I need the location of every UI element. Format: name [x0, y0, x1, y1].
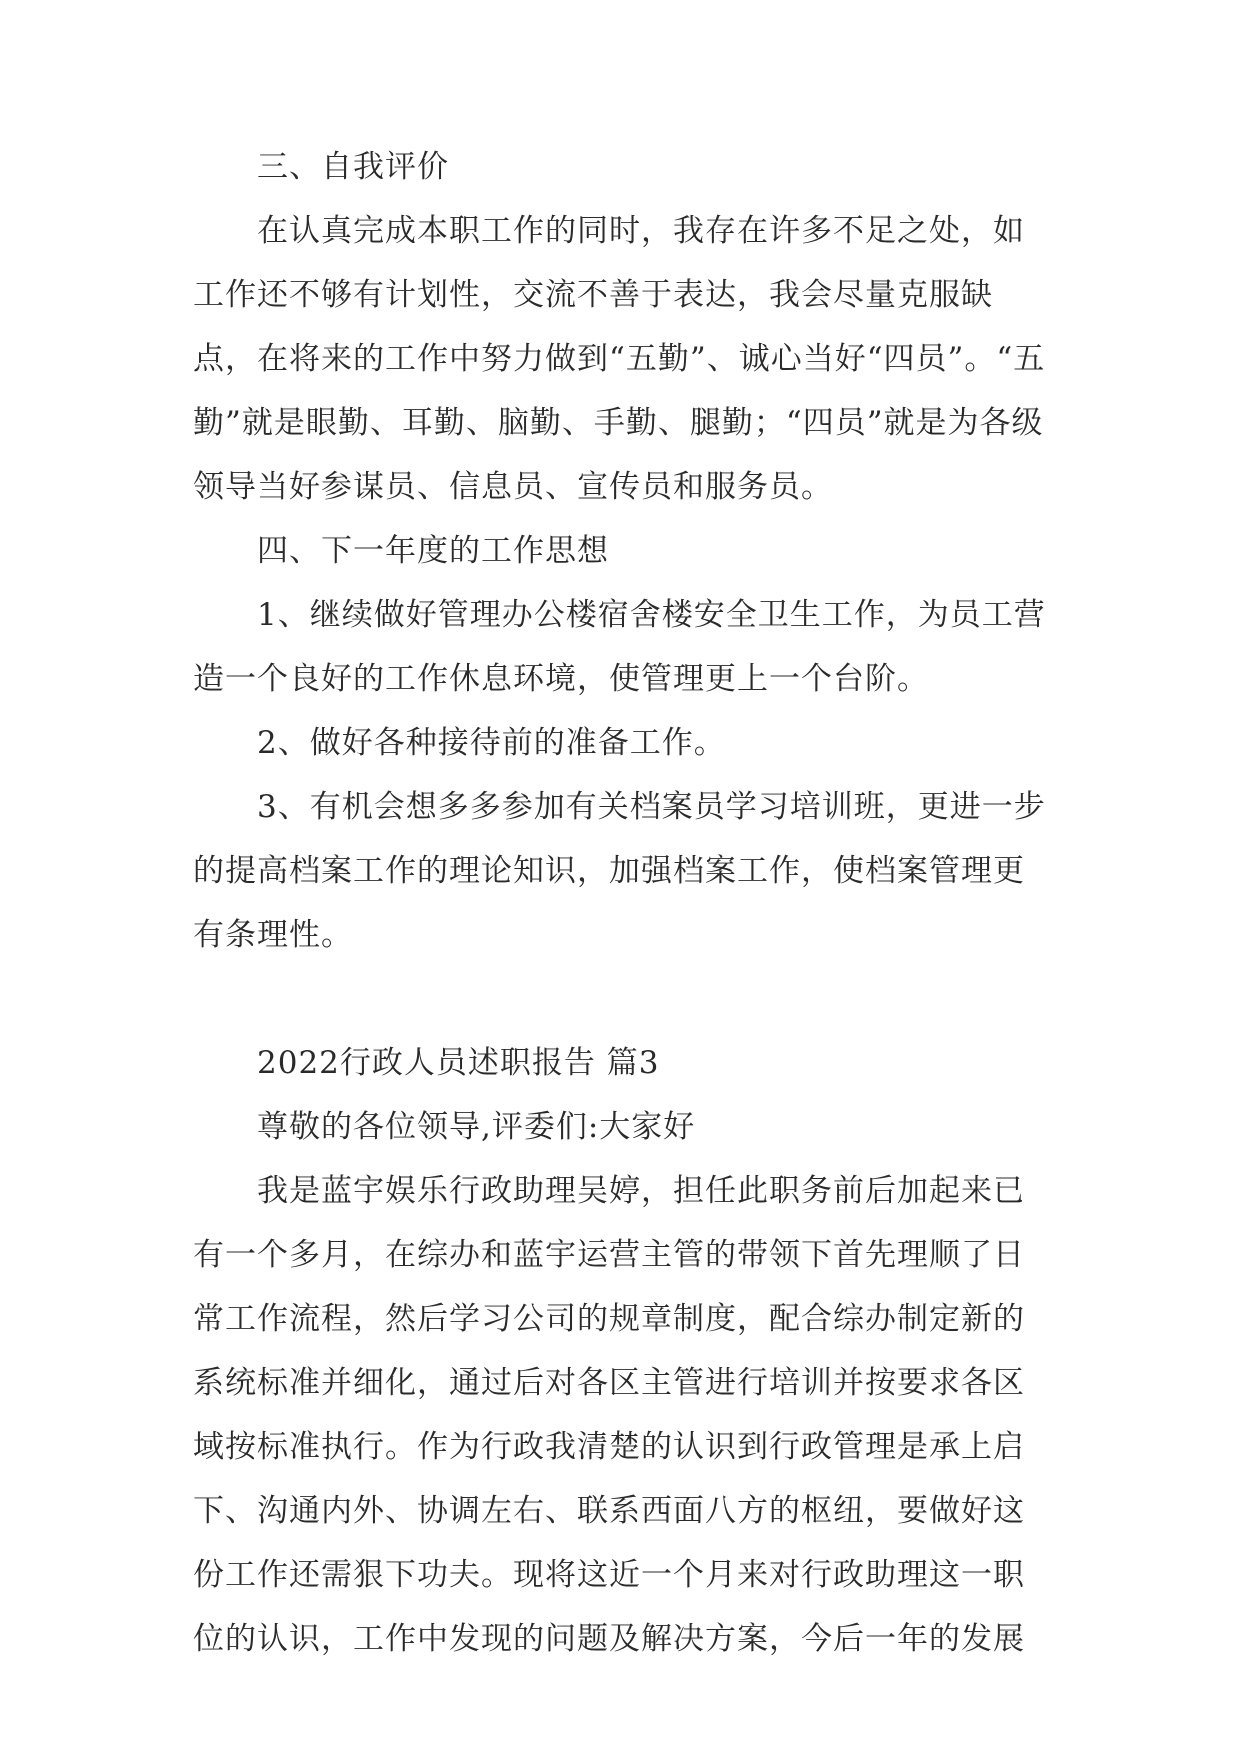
plan-item-1: 1、继续做好管理办公楼宿舍楼安全卫生工作，为员工营造一个良好的工作休息环境，使管理更上一个台阶。 [193, 597, 1046, 697]
report-intro-paragraph: 我是蓝宇娱乐行政助理吴婷，担任此职务前后加起来已有一个多月，在综办和蓝宇运营主管的带领下首先理顺了日常工作流程，然后学习公司的规章制度，配合综办制定新的系统标准并细化，通过后对各区主管进行培训并按要求各区域按标准执行。作为行政我清楚的认识到行政管理是承上启下、沟通内外、协调左右、联系西面八方的枢纽，要做好这份工作还需狠下功夫。现将这近一个月来对行政助理这一职位的认识，工作中发现的问题及解决方案，今后一年的发展 [193, 1173, 1025, 1657]
self-evaluation-paragraph: 在认真完成本职工作的同时，我存在许多不足之处，如工作还不够有计划性，交流不善于表达，我会尽量克服缺点，在将来的工作中努力做到“五勤”、诚心当好“四员”。“五勤”就是眼勤、耳勤、脑勤、手勤、腿勤；“四员”就是为各级领导当好参谋员、信息员、宣传员和服务员。 [193, 213, 1046, 505]
report-title: 2022行政人员述职报告 篇3 [257, 1045, 660, 1081]
section-heading-next-year-plan: 四、下一年度的工作思想 [257, 533, 609, 569]
section-gap [193, 967, 1053, 1031]
report-greeting: 尊敬的各位领导,评委们:大家好 [257, 1109, 696, 1145]
section-heading-self-evaluation: 三、自我评价 [257, 149, 449, 185]
document-body [193, 135, 1053, 1671]
plan-item-3: 3、有机会想多多参加有关档案员学习培训班，更进一步的提高档案工作的理论知识，加强档案工作，使档案管理更有条理性。 [193, 789, 1046, 953]
plan-item-2: 2、做好各种接待前的准备工作。 [257, 725, 726, 761]
